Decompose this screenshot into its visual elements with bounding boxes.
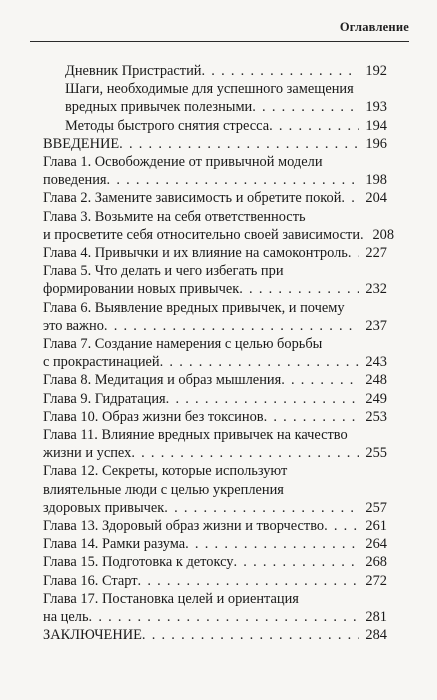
toc-entry-line bbox=[43, 426, 387, 444]
toc-page-number: 198 bbox=[365, 172, 387, 189]
toc-entry-title: ЗАКЛЮЧЕНИЕ bbox=[43, 627, 142, 644]
toc-entry bbox=[43, 390, 387, 408]
toc-page-number: 268 bbox=[365, 554, 387, 571]
toc-entry-title: Глава 17. Постановка целей и ориентация bbox=[43, 590, 299, 607]
toc-entry bbox=[43, 62, 387, 80]
toc-page-number: 249 bbox=[365, 390, 387, 407]
toc-page-number: 248 bbox=[365, 372, 387, 389]
toc-entry-title: Глава 12. Секреты, которые используют bbox=[43, 463, 288, 480]
toc-entry-title: жизни и успех bbox=[43, 445, 132, 462]
toc-entry bbox=[43, 408, 387, 426]
running-header: Оглавление bbox=[339, 20, 409, 34]
toc-entry-title: Глава 2. Замените зависимость и обретите покой bbox=[43, 190, 342, 207]
toc-entry bbox=[43, 208, 395, 244]
toc-entry bbox=[43, 80, 387, 116]
toc-entry-title: это важно bbox=[43, 317, 104, 334]
toc-page-number: 284 bbox=[365, 627, 387, 644]
toc-entry bbox=[43, 335, 387, 371]
toc-entry-title: Глава 8. Медитация и образ мышления bbox=[43, 372, 282, 389]
toc-entry-line bbox=[43, 226, 395, 244]
toc-entry-title: на цель bbox=[43, 609, 89, 626]
dot-leader bbox=[348, 244, 359, 262]
toc-entry bbox=[43, 462, 387, 517]
toc-entry-line bbox=[65, 98, 387, 116]
toc-entry bbox=[43, 572, 387, 590]
toc-entry-line bbox=[43, 517, 387, 535]
toc-entry-title: Глава 13. Здоровый образ жизни и творчество bbox=[43, 518, 325, 535]
dot-leader bbox=[138, 572, 359, 590]
toc-entry bbox=[43, 299, 387, 335]
toc-page-number: 264 bbox=[365, 536, 387, 553]
toc-page-number: 232 bbox=[365, 281, 387, 298]
toc-entry-title: Глава 3. Возьмите на себя ответственность bbox=[43, 208, 306, 225]
toc-entry-line bbox=[43, 371, 387, 389]
dot-leader bbox=[131, 444, 359, 462]
toc-entry-line bbox=[43, 481, 387, 499]
dot-leader bbox=[281, 371, 359, 389]
toc-entry-line bbox=[43, 153, 387, 171]
toc-entry-line bbox=[43, 444, 387, 462]
dot-leader bbox=[252, 98, 359, 116]
toc-page-number: 253 bbox=[365, 408, 387, 425]
toc-page-number: 257 bbox=[365, 499, 387, 516]
toc-entry-line bbox=[65, 80, 387, 98]
toc-page-number: 281 bbox=[365, 609, 387, 626]
toc-entry-line bbox=[43, 189, 387, 207]
toc-entry-line bbox=[43, 353, 387, 371]
toc-entry-title: Глава 5. Что делать и чего избегать при bbox=[43, 263, 284, 280]
toc-entry-line bbox=[65, 117, 387, 135]
toc-entry-line bbox=[43, 135, 387, 153]
toc-entry bbox=[43, 371, 387, 389]
toc-entry-line bbox=[43, 390, 387, 408]
toc-entry-title: и просветите себя относительно своей зависимости bbox=[43, 226, 361, 243]
dot-leader bbox=[202, 62, 360, 80]
toc-entry-line bbox=[43, 335, 387, 353]
toc-entry-title: Глава 7. Создание намерения с целью борьбы bbox=[43, 336, 323, 353]
toc-entry bbox=[43, 590, 387, 626]
toc-page-number: 243 bbox=[365, 354, 387, 371]
toc-entry-title: здоровых привычек bbox=[43, 499, 165, 516]
toc-entry bbox=[43, 626, 387, 644]
dot-leader bbox=[119, 135, 359, 153]
toc-entry-title: Шаги, необходимые для успешного замещения bbox=[65, 81, 354, 98]
toc-entry-title: Глава 15. Подготовка к детоксу bbox=[43, 554, 234, 571]
toc-page-number: 196 bbox=[365, 135, 387, 152]
toc-page-number: 208 bbox=[372, 226, 395, 243]
toc-entry-line bbox=[43, 553, 387, 571]
toc-entry-title: Глава 1. Освобождение от привычной модели bbox=[43, 154, 323, 171]
toc-page-number: 204 bbox=[365, 190, 387, 207]
dot-leader bbox=[166, 390, 359, 408]
dot-leader bbox=[185, 535, 359, 553]
toc-entry bbox=[43, 553, 387, 571]
toc-entry-title: Глава 6. Выявление вредных привычек, и почему bbox=[43, 299, 345, 316]
toc-entry-line bbox=[43, 171, 387, 189]
dot-leader bbox=[239, 280, 359, 298]
toc-entry-title: влиятельные люди с целью укрепления bbox=[43, 481, 284, 498]
toc-entry-title: Глава 9. Гидратация bbox=[43, 390, 166, 407]
toc-entry-line bbox=[43, 299, 387, 317]
toc-entry-line bbox=[43, 535, 387, 553]
toc-entry-title: Глава 10. Образ жизни без токсинов bbox=[43, 408, 264, 425]
dot-leader bbox=[107, 171, 359, 189]
toc-entry-line bbox=[43, 208, 387, 226]
dot-leader bbox=[89, 608, 359, 626]
header-rule bbox=[30, 41, 409, 42]
toc-entry bbox=[43, 135, 387, 153]
dot-leader bbox=[269, 117, 359, 135]
toc-entry-title: Методы быстрого снятия стресса bbox=[65, 117, 270, 134]
toc-page-number: 227 bbox=[365, 245, 387, 262]
dot-leader bbox=[142, 626, 359, 644]
toc-entry bbox=[43, 535, 387, 553]
toc-entry-title: Глава 4. Привычки и их влияние на самоконтроль bbox=[43, 245, 348, 262]
toc-entry bbox=[43, 117, 387, 135]
toc-entry-line bbox=[43, 462, 387, 480]
dot-leader bbox=[264, 408, 359, 426]
toc-entry-title: ВВЕДЕНИЕ bbox=[43, 135, 120, 152]
toc-entry-title: с прокрастинацией bbox=[43, 354, 160, 371]
toc-entry-line bbox=[43, 280, 387, 298]
toc-entry-line bbox=[43, 408, 387, 426]
toc-entry-title: формировании новых привычек bbox=[43, 281, 240, 298]
toc-entry bbox=[43, 517, 387, 535]
toc-entry-line bbox=[43, 626, 387, 644]
toc-entry-line bbox=[43, 499, 387, 517]
toc-page-number: 272 bbox=[365, 572, 387, 589]
toc-entry-title: Глава 16. Старт bbox=[43, 572, 138, 589]
toc-entry-line bbox=[43, 244, 387, 262]
toc-entry-line bbox=[43, 317, 387, 335]
toc-page-number: 192 bbox=[365, 63, 387, 79]
toc-entry-title: вредных привычек полезными bbox=[65, 99, 253, 116]
toc-entry-title: Глава 11. Влияние вредных привычек на качество bbox=[43, 427, 348, 444]
toc-page-number: 193 bbox=[365, 99, 387, 116]
toc-entry-title: Дневник Пристрастий bbox=[65, 63, 202, 79]
dot-leader bbox=[104, 317, 359, 335]
dot-leader bbox=[341, 189, 359, 207]
toc-page-number: 255 bbox=[365, 445, 387, 462]
toc-entry bbox=[43, 426, 387, 462]
toc-entry-line bbox=[43, 608, 387, 626]
dot-leader bbox=[164, 499, 359, 517]
toc-entry bbox=[43, 262, 387, 298]
toc-page-number: 194 bbox=[365, 117, 387, 134]
table-of-contents bbox=[43, 62, 395, 645]
toc-entry bbox=[43, 153, 387, 189]
toc-entry-line bbox=[65, 62, 387, 80]
dot-leader bbox=[234, 553, 360, 571]
toc-entry-line bbox=[43, 590, 387, 608]
dot-leader bbox=[324, 517, 359, 535]
toc-entry-title: поведения bbox=[43, 172, 107, 189]
toc-entry bbox=[43, 244, 387, 262]
toc-entry-title: Глава 14. Рамки разума bbox=[43, 536, 186, 553]
toc-entry bbox=[43, 189, 387, 207]
toc-entry-line bbox=[43, 572, 387, 590]
toc-entry-line bbox=[43, 262, 387, 280]
toc-page-number: 261 bbox=[365, 518, 387, 535]
toc-page-number: 237 bbox=[365, 317, 387, 334]
dot-leader bbox=[160, 353, 359, 371]
